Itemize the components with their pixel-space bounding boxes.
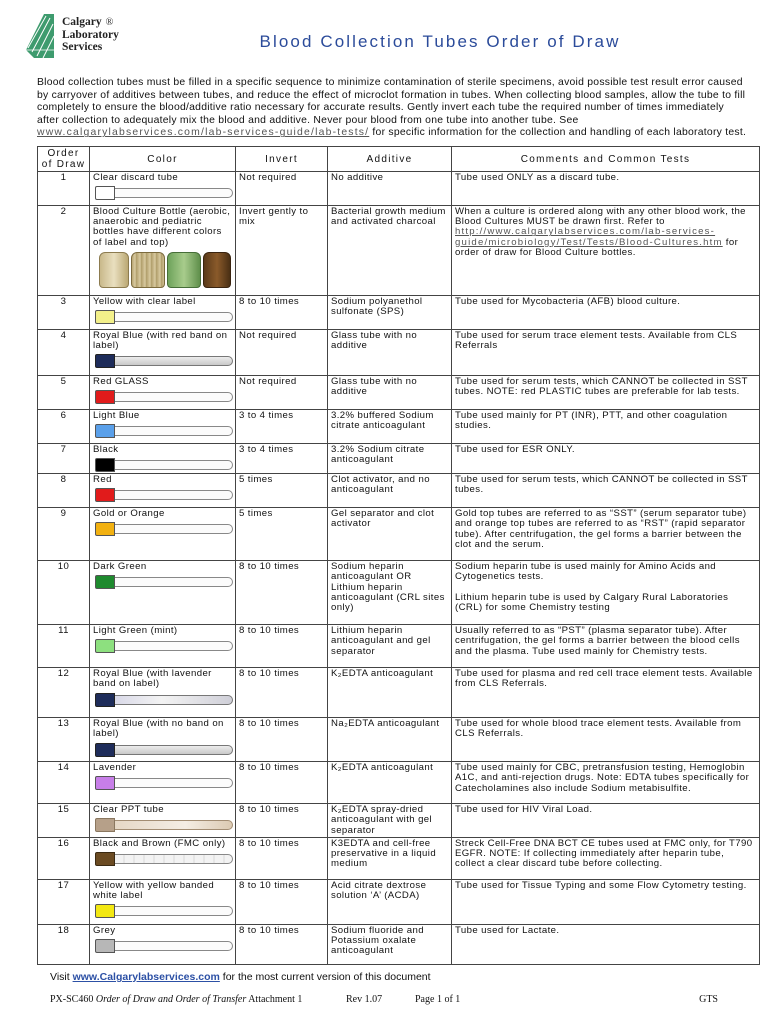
tube-cap	[95, 458, 115, 472]
tube-cap	[95, 852, 115, 866]
table-row	[38, 474, 760, 508]
table-row	[38, 172, 760, 206]
doc-initials: GTS	[699, 994, 718, 1005]
invert-cell: 8 to 10 times	[236, 879, 328, 924]
doc-title: Order of Draw and Order of Transfer	[95, 994, 247, 1005]
lab-tests-link[interactable]: www.calgarylabservices.com/lab-services-guide/lab-tests/	[37, 127, 370, 139]
tube-icon	[93, 488, 232, 502]
table-row	[38, 837, 760, 879]
color-cell	[90, 762, 236, 804]
color-label: Clear PPT tube	[93, 804, 165, 816]
comments-cell: Tube used ONLY as a discard tube.	[452, 172, 760, 206]
tube-icon	[93, 186, 232, 200]
comments-cell: Tube used for ESR ONLY.	[452, 444, 760, 474]
comments-cell: Tube used for HIV Viral Load.	[452, 804, 760, 838]
invert-cell: 8 to 10 times	[236, 924, 328, 964]
additive-cell: No additive	[328, 172, 452, 206]
color-cell	[90, 330, 236, 376]
tube-icon	[93, 939, 232, 953]
tube-cap	[95, 354, 115, 368]
invert-cell: Not required	[236, 172, 328, 206]
invert-cell: 5 times	[236, 474, 328, 508]
color-label: Yellow with yellow banded white label	[93, 879, 215, 902]
comments-cell: Tube used for serum tests, which CANNOT be collected in SST tubes. NOTE: red PLASTIC tubes are preferable for lab tests.	[452, 376, 760, 410]
invert-cell: Not required	[236, 376, 328, 410]
table-row	[38, 668, 760, 718]
invert-cell: 8 to 10 times	[236, 668, 328, 718]
tube-cap	[95, 818, 115, 832]
order-cell: 17	[38, 879, 90, 924]
additive-cell: Glass tube with no additive	[328, 376, 452, 410]
logo-line-1: Calgary	[62, 16, 102, 28]
tube-icon	[93, 776, 232, 790]
comments-text-2: Lithium heparin tube is used by Calgary Rural Laboratories (CRL) for some Chemistry testing	[455, 591, 729, 613]
comments-text: When a culture is ordered along with any other blood work, the Blood Cultures MUST be drawn first. Refer to	[455, 206, 746, 228]
website-link[interactable]: www.Calgarylabservices.com	[72, 971, 220, 983]
table-row	[38, 762, 760, 804]
additive-cell: K₂EDTA anticoagulant	[328, 668, 452, 718]
invert-cell: 5 times	[236, 508, 328, 561]
tube-icon	[93, 310, 232, 324]
color-label: Royal Blue (with no band on label)	[93, 718, 224, 740]
doc-code: PX-SC460	[50, 994, 94, 1005]
logo-mark-icon	[24, 10, 58, 60]
header-color: Color	[90, 147, 236, 172]
color-label: Royal Blue (with red band on label)	[93, 330, 228, 352]
tube-icon	[93, 354, 232, 368]
color-label: Red GLASS	[93, 376, 149, 387]
invert-cell: 8 to 10 times	[236, 718, 328, 762]
order-cell: 5	[38, 376, 90, 410]
comments-cell: Tube used mainly for PT (INR), PTT, and other coagulation studies.	[452, 410, 760, 444]
tube-cap	[95, 488, 115, 502]
invert-cell: 8 to 10 times	[236, 561, 328, 625]
comments-cell	[452, 561, 760, 625]
color-cell	[90, 410, 236, 444]
invert-cell: Invert gently to mix	[236, 206, 328, 296]
visit-suffix: for the most current version of this document	[222, 971, 431, 983]
intro-paragraph	[37, 77, 749, 140]
color-cell	[90, 625, 236, 668]
invert-cell: Not required	[236, 330, 328, 376]
tube-cap	[95, 390, 115, 404]
order-cell: 14	[38, 762, 90, 804]
color-cell	[90, 718, 236, 762]
order-cell: 7	[38, 444, 90, 474]
order-cell: 6	[38, 410, 90, 444]
table-row	[38, 296, 760, 330]
color-label: Clear discard tube	[93, 172, 179, 183]
comments-cell: Usually referred to as “PST” (plasma separator tube). After centrifugation, the gel forms a barrier between the blood cells and the plasma. Tube used mainly for Chemistry tests.	[452, 625, 760, 668]
order-cell: 2	[38, 206, 90, 296]
additive-cell: Clot activator, and no anticoagulant	[328, 474, 452, 508]
tube-cap	[95, 575, 115, 589]
additive-cell: Glass tube with no additive	[328, 330, 452, 376]
order-cell: 10	[38, 561, 90, 625]
comments-cell	[452, 206, 760, 296]
order-cell: 9	[38, 508, 90, 561]
table-row	[38, 924, 760, 964]
tube-icon	[93, 639, 232, 653]
intro-text: Blood collection tubes must be filled in a specific sequence to minimize contamination of sterile specimens, avoid possible test result error caused by carryover of additives between tubes, and reduce the effect of microclot formation in tubes. When collecting blood samples, allow the tube to fill completely to ensure the blood/additive ratio necessary for accurate results. Gently invert each tube the required number of times immediately after collection to adequately mix the blood and additive. Never pour blood from one tube into another tube. See	[37, 77, 746, 126]
tube-icon	[93, 743, 232, 757]
comments-cell: Tube used for Mycobacteria (AFB) blood culture.	[452, 296, 760, 330]
order-cell: 1	[38, 172, 90, 206]
invert-cell: 8 to 10 times	[236, 625, 328, 668]
footer-visit	[50, 971, 431, 983]
order-cell: 18	[38, 924, 90, 964]
comments-cell: Tube used for Tissue Typing and some Flow Cytometry testing.	[452, 879, 760, 924]
color-label: Gold or Orange	[93, 508, 165, 520]
color-cell	[90, 508, 236, 561]
comments-cell: Tube used for plasma and red cell trace element tests. Available from CLS Referrals.	[452, 668, 760, 718]
color-label: Black	[93, 444, 119, 455]
additive-cell: Sodium fluoride and Potassium oxalate anticoagulant	[328, 924, 452, 964]
tube-icon	[93, 818, 232, 832]
tube-icon	[93, 458, 232, 472]
invert-cell: 8 to 10 times	[236, 837, 328, 879]
tube-icon	[93, 522, 232, 536]
doc-reference	[50, 994, 302, 1005]
tube-cap	[95, 743, 115, 757]
tube-icon	[93, 575, 232, 589]
tube-cap	[95, 186, 115, 200]
additive-cell: Sodium heparin anticoagulant OR Lithium heparin anticoagulant (CRL sites only)	[328, 561, 452, 625]
order-cell: 11	[38, 625, 90, 668]
order-of-draw-table	[37, 146, 760, 965]
invert-cell: 3 to 4 times	[236, 444, 328, 474]
color-cell	[90, 668, 236, 718]
order-cell: 15	[38, 804, 90, 838]
color-label: Blood Culture Bottle (aerobic, anaerobic and pediatric bottles have different colors of label and top)	[93, 206, 231, 248]
color-label: Royal Blue (with lavender band on label)	[93, 668, 212, 690]
color-label: Light Blue	[93, 410, 140, 421]
tube-icon	[93, 390, 232, 404]
header-comments: Comments and Common Tests	[452, 147, 760, 172]
doc-revision: Rev 1.07	[346, 994, 383, 1005]
color-label: Lavender	[93, 762, 137, 774]
table-row	[38, 879, 760, 924]
color-cell	[90, 376, 236, 410]
comments-tail: for order of draw for Blood Culture bottles.	[455, 236, 739, 258]
additive-cell: Acid citrate dextrose solution ‘A’ (ACDA)	[328, 879, 452, 924]
logo-line-2: Laboratory	[62, 29, 119, 41]
additive-cell: K₂EDTA anticoagulant	[328, 762, 452, 804]
color-label: Dark Green	[93, 561, 147, 573]
order-cell: 12	[38, 668, 90, 718]
table-row	[38, 804, 760, 838]
logo-line-3: Services	[62, 41, 103, 53]
color-label: Grey	[93, 924, 116, 936]
color-cell	[90, 474, 236, 508]
table-row	[38, 444, 760, 474]
comments-cell: Streck Cell-Free DNA BCT CE tubes used at FMC only, for T790 EGFR. NOTE: If collecting immediately after heparin tube, collect a clear discard tube before collecting.	[452, 837, 760, 879]
additive-cell: Sodium polyanethol sulfonate (SPS)	[328, 296, 452, 330]
comments-cell: Tube used for serum tests, which CANNOT be collected in SST tubes.	[452, 474, 760, 508]
additive-cell: K3EDTA and cell-free preservative in a liquid medium	[328, 837, 452, 879]
comments-text: Sodium heparin tube is used mainly for Amino Acids and Cytogenetics tests.	[455, 561, 717, 583]
tube-cap	[95, 310, 115, 324]
color-label: Light Green (mint)	[93, 625, 178, 637]
doc-attachment: Attachment 1	[248, 994, 303, 1005]
tube-cap	[95, 939, 115, 953]
color-cell	[90, 296, 236, 330]
color-cell	[90, 206, 236, 296]
color-cell	[90, 879, 236, 924]
color-label: Red	[93, 474, 112, 486]
additive-cell: Na₂EDTA anticoagulant	[328, 718, 452, 762]
color-cell	[90, 444, 236, 474]
tube-icon	[93, 424, 232, 438]
table-row	[38, 206, 760, 296]
tube-icon	[93, 904, 232, 918]
registered-mark: ®	[105, 17, 114, 28]
order-cell: 8	[38, 474, 90, 508]
color-cell	[90, 837, 236, 879]
tube-cap	[95, 639, 115, 653]
blood-culture-bottles-icon	[93, 252, 233, 288]
comments-cell: Tube used mainly for CBC, pretransfusion testing, Hemoglobin A1C, and anti-rejection drugs. Note: EDTA tubes specifically for Catecholamines also include Sodium metabisulfite.	[452, 762, 760, 804]
color-cell	[90, 172, 236, 206]
visit-prefix: Visit	[50, 971, 70, 983]
invert-cell: 3 to 4 times	[236, 410, 328, 444]
tube-cap	[95, 693, 115, 707]
table-row	[38, 330, 760, 376]
order-cell: 13	[38, 718, 90, 762]
additive-cell: K₂EDTA spray-dried anticoagulant with gel separator	[328, 804, 452, 838]
comments-cell: Tube used for whole blood trace element tests. Available from CLS Referrals.	[452, 718, 760, 762]
additive-cell: Lithium heparin anticoagulant and gel separator	[328, 625, 452, 668]
tube-icon	[93, 852, 232, 866]
header-additive: Additive	[328, 147, 452, 172]
additive-cell: Bacterial growth medium and activated charcoal	[328, 206, 452, 296]
table-row	[38, 561, 760, 625]
blood-cultures-link[interactable]: http://www.calgarylabservices.com/lab-services-guide/microbiology/Test/Tests/Blood-Cultures.htm	[455, 226, 723, 248]
tube-cap	[95, 904, 115, 918]
table-row	[38, 625, 760, 668]
color-cell	[90, 924, 236, 964]
invert-cell: 8 to 10 times	[236, 804, 328, 838]
invert-cell: 8 to 10 times	[236, 296, 328, 330]
table-row	[38, 410, 760, 444]
color-cell	[90, 804, 236, 838]
table-row	[38, 508, 760, 561]
logo-text	[62, 16, 119, 53]
additive-cell: 3.2% Sodium citrate anticoagulant	[328, 444, 452, 474]
color-cell	[90, 561, 236, 625]
table-header-row	[38, 147, 760, 172]
additive-cell: 3.2% buffered Sodium citrate anticoagulant	[328, 410, 452, 444]
page-title: Blood Collection Tubes Order of Draw	[259, 32, 621, 51]
tube-icon	[93, 693, 232, 707]
intro-tail: for specific information for the collection and handling of each laboratory test.	[372, 127, 747, 139]
order-cell: 4	[38, 330, 90, 376]
comments-cell: Gold top tubes are referred to as “SST” (serum separator tube) and orange top tubes are referred to as “RST” (rapid separator tube). After centrifugation, the gel forms a barrier between the clot and the serum.	[452, 508, 760, 561]
color-label: Black and Brown (FMC only)	[93, 837, 226, 849]
page-number: Page 1 of 1	[415, 994, 461, 1005]
tube-cap	[95, 522, 115, 536]
header-invert: Invert	[236, 147, 328, 172]
tube-cap	[95, 424, 115, 438]
cls-logo	[24, 10, 154, 68]
tube-cap	[95, 776, 115, 790]
table-row	[38, 376, 760, 410]
comments-cell: Tube used for Lactate.	[452, 924, 760, 964]
additive-cell: Gel separator and clot activator	[328, 508, 452, 561]
color-label: Yellow with clear label	[93, 296, 196, 307]
order-cell: 16	[38, 837, 90, 879]
table-row	[38, 718, 760, 762]
order-cell: 3	[38, 296, 90, 330]
header-order: Order of Draw	[38, 147, 90, 172]
invert-cell: 8 to 10 times	[236, 762, 328, 804]
comments-cell: Tube used for serum trace element tests. Available from CLS Referrals	[452, 330, 760, 376]
